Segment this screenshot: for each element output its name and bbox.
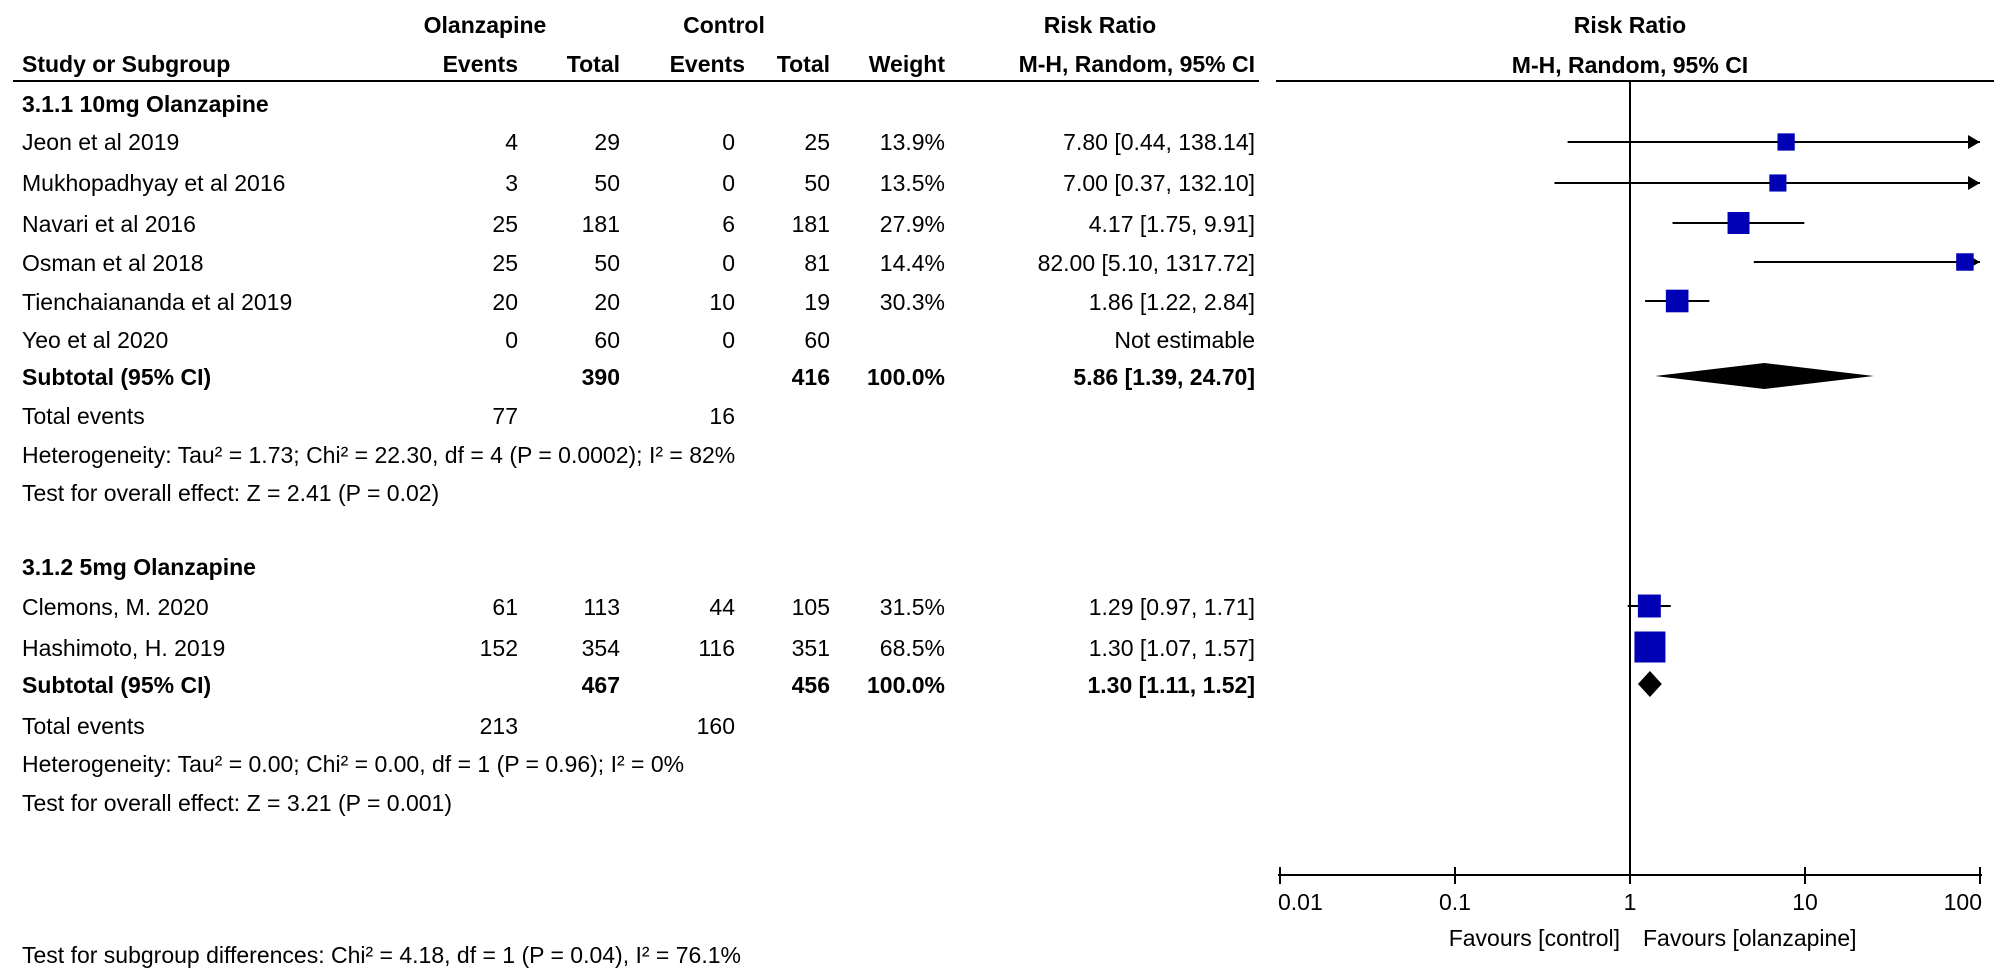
study-exp-total: 354 <box>581 635 620 661</box>
study-ctl-total: 181 <box>791 211 830 237</box>
header-method: M-H, Random, 95% CI <box>1018 51 1255 77</box>
study-exp-events: 0 <box>505 327 518 353</box>
heterogeneity-text: Heterogeneity: Tau² = 0.00; Chi² = 0.00, df = 1 (P = 0.96); I² = 0% <box>22 751 685 777</box>
study-marker <box>1777 133 1794 150</box>
study-ci: 1.29 [0.97, 1.71] <box>1088 594 1255 620</box>
study-ctl-events: 0 <box>722 327 735 353</box>
subgroup-differences-text: Test for subgroup differences: Chi² = 4.18, df = 1 (P = 0.04), I² = 76.1% <box>22 942 741 968</box>
study-ci: 1.86 [1.22, 2.84] <box>1088 289 1255 315</box>
header-control: Control <box>683 12 765 38</box>
study-ctl-total: 351 <box>791 635 830 661</box>
study-ctl-total: 50 <box>804 170 830 196</box>
subtotal-ci: 1.30 [1.11, 1.52] <box>1087 672 1255 698</box>
x-tick-label: 10 <box>1792 889 1818 915</box>
subtotal-ctl-total: 416 <box>791 364 830 390</box>
study-ctl-events: 0 <box>722 129 735 155</box>
study-name: Tienchaiananda et al 2019 <box>22 289 293 315</box>
study-name: Clemons, M. 2020 <box>22 594 209 620</box>
study-ctl-total: 19 <box>804 289 830 315</box>
total-events-exp: 213 <box>479 713 518 739</box>
study-weight: 13.9% <box>879 129 945 155</box>
study-name: Hashimoto, H. 2019 <box>22 635 226 661</box>
study-exp-total: 181 <box>581 211 620 237</box>
study-weight: 31.5% <box>879 594 945 620</box>
study-weight: 68.5% <box>879 635 945 661</box>
study-weight: 14.4% <box>879 250 945 276</box>
subtotal-weight: 100.0% <box>866 672 945 698</box>
x-tick-label: 100 <box>1943 889 1982 915</box>
total-events-label: Total events <box>22 713 145 739</box>
study-exp-events: 152 <box>479 635 518 661</box>
subtotal-label: Subtotal (95% CI) <box>22 672 212 698</box>
ci-arrow <box>1968 135 1980 149</box>
study-ctl-events: 0 <box>722 250 735 276</box>
study-ctl-events: 44 <box>709 594 735 620</box>
study-marker <box>1769 174 1786 191</box>
ci-arrow <box>1968 176 1980 190</box>
plot-title: Risk Ratio <box>1573 12 1687 38</box>
study-marker <box>1634 632 1665 663</box>
subtotal-diamond <box>1655 363 1874 389</box>
study-ctl-total: 105 <box>791 594 830 620</box>
study-marker <box>1956 253 1973 270</box>
study-ci: Not estimable <box>1114 327 1255 353</box>
study-name: Jeon et al 2019 <box>22 129 180 155</box>
subtotal-label: Subtotal (95% CI) <box>22 364 212 390</box>
study-ci: 4.17 [1.75, 9.91] <box>1088 211 1255 237</box>
plot-method: M-H, Random, 95% CI <box>1511 52 1749 78</box>
study-name: Mukhopadhyay et al 2016 <box>22 170 286 196</box>
study-exp-events: 25 <box>492 211 518 237</box>
favours-left-label: Favours [control] <box>1448 925 1620 951</box>
study-name: Yeo et al 2020 <box>22 327 169 353</box>
study-exp-events: 61 <box>492 594 518 620</box>
study-marker <box>1666 290 1689 313</box>
study-ctl-total: 60 <box>804 327 830 353</box>
subtotal-weight: 100.0% <box>866 364 945 390</box>
study-ci: 7.80 [0.44, 138.14] <box>1063 129 1255 155</box>
total-events-ctl: 16 <box>709 403 735 429</box>
favours-right-label: Favours [olanzapine] <box>1643 925 1857 951</box>
heterogeneity-text: Heterogeneity: Tau² = 1.73; Chi² = 22.30, df = 4 (P = 0.0002); I² = 82% <box>22 442 736 468</box>
study-exp-total: 29 <box>594 129 620 155</box>
subtotal-exp-total: 390 <box>581 364 620 390</box>
study-exp-events: 25 <box>492 250 518 276</box>
subgroup-title: 3.1.2 5mg Olanzapine <box>22 554 256 580</box>
header-olanzapine: Olanzapine <box>423 12 547 38</box>
header-weight: Weight <box>868 51 945 77</box>
study-exp-events: 4 <box>505 129 518 155</box>
study-ci: 1.30 [1.07, 1.57] <box>1088 635 1255 661</box>
header-risk-ratio: Risk Ratio <box>1043 12 1157 38</box>
study-name: Osman et al 2018 <box>22 250 204 276</box>
total-events-exp: 77 <box>492 403 518 429</box>
study-exp-total: 50 <box>594 250 620 276</box>
study-ctl-total: 81 <box>804 250 830 276</box>
study-ctl-events: 6 <box>722 211 735 237</box>
header-ctl-events: Events <box>669 51 745 77</box>
subtotal-exp-total: 467 <box>581 672 620 698</box>
study-exp-total: 20 <box>594 289 620 315</box>
study-name: Navari et al 2016 <box>22 211 196 237</box>
study-ctl-events: 0 <box>722 170 735 196</box>
header-exp-events: Events <box>442 51 518 77</box>
study-weight: 30.3% <box>879 289 945 315</box>
overall-effect-text: Test for overall effect: Z = 2.41 (P = 0.02) <box>22 480 440 506</box>
x-tick-label: 0.1 <box>1439 889 1471 915</box>
total-events-label: Total events <box>22 403 145 429</box>
x-tick-label: 0.01 <box>1278 889 1323 915</box>
study-exp-events: 20 <box>492 289 518 315</box>
subtotal-diamond <box>1638 671 1662 697</box>
total-events-ctl: 160 <box>696 713 735 739</box>
study-ci: 82.00 [5.10, 1317.72] <box>1037 250 1255 276</box>
x-tick-label: 1 <box>1623 889 1637 915</box>
subgroup-title: 3.1.1 10mg Olanzapine <box>22 91 269 117</box>
study-exp-events: 3 <box>505 170 518 196</box>
header-exp-total: Total <box>566 51 620 77</box>
study-ctl-events: 10 <box>709 289 735 315</box>
study-marker <box>1728 212 1750 234</box>
study-exp-total: 60 <box>594 327 620 353</box>
study-ctl-total: 25 <box>804 129 830 155</box>
study-marker <box>1638 595 1661 618</box>
subtotal-ctl-total: 456 <box>791 672 830 698</box>
study-exp-total: 50 <box>594 170 620 196</box>
study-ctl-events: 116 <box>698 635 735 661</box>
study-ci: 7.00 [0.37, 132.10] <box>1063 170 1255 196</box>
study-exp-total: 113 <box>583 594 620 620</box>
overall-effect-text: Test for overall effect: Z = 3.21 (P = 0.001) <box>22 790 452 816</box>
header-ctl-total: Total <box>776 51 830 77</box>
subtotal-ci: 5.86 [1.39, 24.70] <box>1073 364 1255 390</box>
study-weight: 13.5% <box>879 170 945 196</box>
study-weight: 27.9% <box>879 211 945 237</box>
header-study-col: Study or Subgroup <box>22 51 231 77</box>
